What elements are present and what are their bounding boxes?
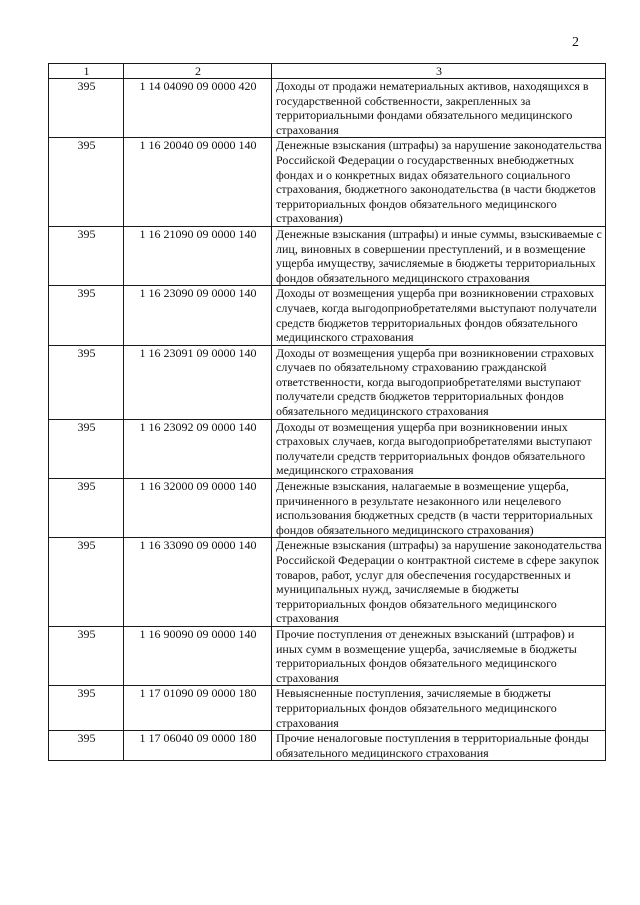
- budget-code-cell: 1 16 23092 09 0000 140: [124, 419, 272, 478]
- admin-code-cell: 395: [49, 286, 124, 345]
- admin-code-cell: 395: [49, 419, 124, 478]
- admin-code-cell: 395: [49, 731, 124, 761]
- table-row: [49, 626, 606, 685]
- table-row: [49, 538, 606, 627]
- description-cell: Денежные взыскания (штрафы) за нарушение законодательства Российской Федерации о контрактной системе в сфере закупок товаров, работ, услуг для обеспечения государственных и муниципальных нужд, зачисляемые в бюджеты территориальных фондов обязательного медицинского страхования: [272, 538, 606, 627]
- budget-codes-table: [48, 63, 606, 761]
- description-cell: Денежные взыскания (штрафы) за нарушение законодательства Российской Федерации о государственных внебюджетных фондах и о конкретных видах обязательного социального страхования, бюджетного законодательства (в части бюджетов территориальных фондов обязательного медицинского страхования): [272, 138, 606, 227]
- column-header-2: 2: [124, 64, 272, 79]
- table-row: [49, 79, 606, 138]
- table-row: [49, 731, 606, 761]
- table-row: [49, 138, 606, 227]
- budget-code-cell: 1 16 23090 09 0000 140: [124, 286, 272, 345]
- column-header-3: 3: [272, 64, 606, 79]
- description-cell: Прочие неналоговые поступления в территориальные фонды обязательного медицинского страхования: [272, 731, 606, 761]
- description-cell: Доходы от продажи нематериальных активов, находящихся в государственной собственности, закрепленных за территориальными фондами обязательного медицинского страхования: [272, 79, 606, 138]
- table-row: [49, 479, 606, 538]
- description-cell: Доходы от возмещения ущерба при возникновении страховых случаев по обязательному страхованию гражданской ответственности, когда выгодоприобретателями выступают получатели средств бюджетов территориальных фондов обязательного медицинского страхования: [272, 345, 606, 419]
- table-header-row: [49, 64, 606, 79]
- admin-code-cell: 395: [49, 345, 124, 419]
- budget-code-cell: 1 16 20040 09 0000 140: [124, 138, 272, 227]
- description-cell: Денежные взыскания, налагаемые в возмещение ущерба, причиненного в результате незаконного или нецелевого использования бюджетных средств (в части территориальных фондов обязательного медицинского страхования): [272, 479, 606, 538]
- admin-code-cell: 395: [49, 626, 124, 685]
- column-header-1: 1: [49, 64, 124, 79]
- budget-code-cell: 1 17 06040 09 0000 180: [124, 731, 272, 761]
- admin-code-cell: 395: [49, 138, 124, 227]
- budget-code-cell: 1 16 90090 09 0000 140: [124, 626, 272, 685]
- description-cell: Прочие поступления от денежных взысканий (штрафов) и иных сумм в возмещение ущерба, зачисляемые в бюджеты территориальных фондов обязательного медицинского страхования: [272, 626, 606, 685]
- admin-code-cell: 395: [49, 686, 124, 731]
- description-cell: Доходы от возмещения ущерба при возникновении иных страховых случаев, когда выгодоприобретателями выступают получатели средств территориальных фондов обязательного медицинского страхования: [272, 419, 606, 478]
- table-row: [49, 419, 606, 478]
- description-cell: Доходы от возмещения ущерба при возникновении страховых случаев, когда выгодоприобретателями выступают получатели средств бюджетов территориальных фондов обязательного медицинского страхования: [272, 286, 606, 345]
- description-cell: Денежные взыскания (штрафы) и иные суммы, взыскиваемые с лиц, виновных в совершении преступлений, и в возмещение ущерба имуществу, зачисляемые в бюджеты территориальных фондов обязательного медицинского страхования: [272, 226, 606, 285]
- admin-code-cell: 395: [49, 79, 124, 138]
- admin-code-cell: 395: [49, 479, 124, 538]
- admin-code-cell: 395: [49, 538, 124, 627]
- budget-code-cell: 1 14 04090 09 0000 420: [124, 79, 272, 138]
- table-row: [49, 686, 606, 731]
- table-row: [49, 345, 606, 419]
- description-cell: Невыясненные поступления, зачисляемые в бюджеты территориальных фондов обязательного медицинского страхования: [272, 686, 606, 731]
- page-number: 2: [572, 35, 579, 50]
- budget-code-cell: 1 16 33090 09 0000 140: [124, 538, 272, 627]
- budget-code-cell: 1 16 32000 09 0000 140: [124, 479, 272, 538]
- table-row: [49, 226, 606, 285]
- budget-code-cell: 1 16 21090 09 0000 140: [124, 226, 272, 285]
- table-row: [49, 286, 606, 345]
- admin-code-cell: 395: [49, 226, 124, 285]
- budget-code-cell: 1 17 01090 09 0000 180: [124, 686, 272, 731]
- budget-code-cell: 1 16 23091 09 0000 140: [124, 345, 272, 419]
